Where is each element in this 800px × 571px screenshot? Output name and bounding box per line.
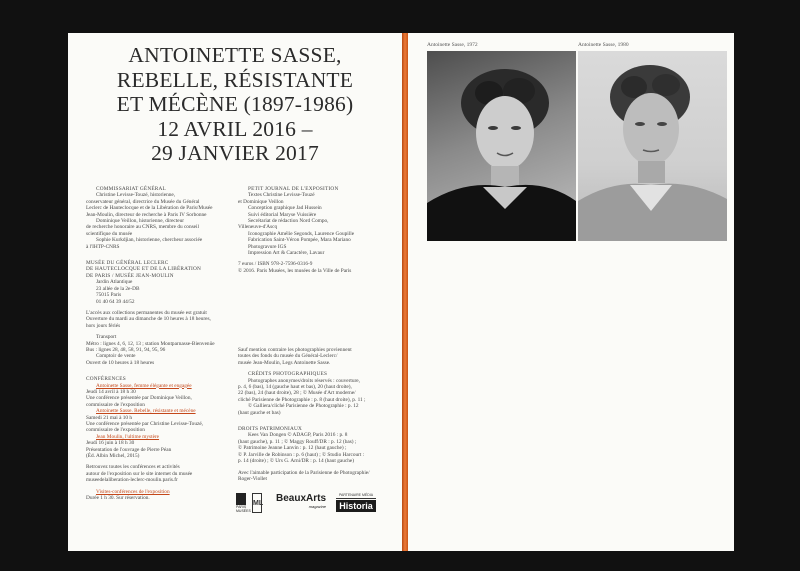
conference-title: Jean Moulin, l'ultime mystère (96, 433, 160, 440)
bus-line: Bus : lignes 28, 48, 58, 91, 94, 95, 96 (86, 346, 166, 353)
paris-musees-logo: PARIS MUSÉES (236, 493, 246, 513)
portrait-photo-1980 (578, 51, 727, 241)
metro-line: Métro : lignes 4, 6, 12, 13 ; station Montparnasse-Bienvenüe (86, 340, 215, 347)
title-line: ET MÉCÈNE (1897-1986) (116, 92, 354, 116)
info-column-right: PETIT JOURNAL DE L'EXPOSITION Textes Christine Levisse-Touzé et Dominique Veillon Conception graphique Jad Hussein Suivi éditorial Maryse Vuissière Secrétariat de rédaction Nord Compo, Villeneuve-d'Ascq Iconographie Amélie Segonds, Laurence Goupille Fabrication Saint-Véron Pompée, Mara Mariano Photogravure IGS Impression Art & Caractère, Lavaur 7 euros / ISBN 978-2-7596-0316-9 © 2016. Paris Musées, les musées de la Ville de Paris (238, 181, 388, 274)
title-line: ANTOINETTE SASSE, (128, 43, 342, 67)
conferences-footer: Retrouvez toutes les conférences et activités autour de l'exposition sur le site internet du musée museedelaliberation-leclerc-moulin.paris.fr (86, 464, 193, 484)
commissariat-text: Christine Levisse-Touzé, historienne, conservateur général, directrice du Musée du Général Leclerc de Hauteclocque et de la Libération de Paris/Musée Jean-Moulin, directeur de recherche à Paris IV Sorbonne Dominique Veillon, historienne, directeur de recherche honoraire au CNRS, membre du conseil scientifique du musée Sophie Kurkdjian, historienne, chercheur associée à l'IHTP-CNRS (86, 192, 213, 250)
right-page (408, 33, 734, 551)
shop-hours: Ouvert de 10 heures à 18 heures (86, 359, 155, 366)
title-line: REBELLE, RÉSISTANTE (116, 67, 354, 92)
commissariat-heading: COMMISSARIAT GÉNÉRAL (96, 186, 166, 192)
credits-column: Sauf mention contraire les photographies proviennent toutes des fonds du musée du Général-Leclerc/ musée Jean-Moulin, Legs Antoinette Sasse. CRÉDITS PHOTOGRAPHIQUES Photographes anonymes/droits réservés : couverture, p. 4, 6 (bas), 14 (gauche haut et bas), 20 (haut droite), 22 (bas), 24 (haut droite), 28 ; © Musée d'Art moderne/ cliché Parisienne de Photographie : p. 8 (haut droite), p. 11 ; © Galliera/cliché Parisienne de Photographie : p. 12 (haut gauche et bas) DROITS PATRIMONIAUX Kees Van Dongen © ADAGP, Paris 2016 : p. 8 (haut gauche), p. 11 ; © Maggy Rouff/DR : p. 12 (bas) ; © Patrimoine Jeanne Lanvin : p. 12 (haut gauche) ; © P. Jarville de Robinson : p. 6 (haut) ; © Studio Harcourt : p. 14 (droite) ; © Urs G. Arni/DR : p. 14 (haut gauche) Avec l'aimable participation de la Parisienne de Photographie/ Roger-Viollet (238, 347, 388, 482)
magazine-spread (68, 33, 734, 551)
conference-date: Jeudi 14 avril à 18 h 30 (86, 388, 136, 395)
portrait-photo-1972 (427, 51, 576, 241)
title-line: 29 JANVIER 2017 (151, 141, 319, 165)
journal-copyright: © 2016. Paris Musées, les musées de la Ville de Paris (238, 267, 352, 274)
museum-access: L'accès aux collections permanentes du musée est gratuit Ouverture du mardi au dimanche de 10 heures à 18 heures, hors jours fériés (86, 309, 211, 329)
photo-caption: Antoinette Sasse, 1980 (578, 42, 629, 48)
journal-price: 7 euros / ISBN 978-2-7596-0316-9 (238, 261, 313, 268)
photo-caption: Antoinette Sasse, 1972 (427, 42, 478, 48)
transport-label: Transport (96, 334, 117, 341)
visits-info: Durée 1 h 30. Sur réservation. (86, 495, 150, 502)
conference-title: Antoinette Sasse. Rebelle, résistante et mécène (96, 408, 196, 415)
visits-title: Visites-conférences de l'exposition (96, 488, 170, 495)
left-page (68, 33, 402, 551)
conference-date: Jeudi 16 juin à 18 h 30 (86, 440, 135, 447)
exhibition-title (74, 43, 396, 166)
museum-name: MUSÉE DU GÉNÉRAL LECLERC DE HAUTECLOCQUE ET DE LA LIBÉRATION DE PARIS / MUSÉE JEAN-MOULIN (86, 260, 202, 279)
info-column-left: COMMISSARIAT GÉNÉRAL Christine Levisse-Touzé, historienne, conservateur général, directrice du Musée du Général Leclerc de Hauteclocque et de la Libération de Paris/Musée Jean-Moulin, directeur de recherche à Paris IV Sorbonne Dominique Veillon, historienne, directeur de recherche honoraire au CNRS, membre du conseil scientifique du musée Sophie Kurkdjian, historienne, chercheur associée à l'IHTP-CNRS MUSÉE DU GÉNÉRAL LECLERC DE HAUTECLOCQUE ET DE LA LIBÉRATION DE PARIS / MUSÉE JEAN-MOULIN Jardin Atlantique 23 allée de la 2e-DB 75015 Paris 01 40 64 39 44/52 L'accès aux collections permanentes du musée est gratuit Ouverture du mardi au dimanche de 10 heures à 18 heures, hors jours fériés Transport Métro : lignes 4, 6, 12, 13 ; station Montparnasse-Bienvenüe Bus : lignes 28, 48, 58, 91, 94, 95, 96 Comptoir de vente Ouvert de 10 heures à 18 heures CONFÉRENCES Antoinette Sasse, femme élégante et engagée Jeudi 14 avril à 18 h 30 Une conférence présentée par Dominique Veillon, commissaire de l'exposition Antoinette Sasse. Rebelle, résistante et mécène Samedi 21 mai à 10 h Une conférence présentée par Christine Levisse-Touzé, commissaire de l'exposition Jean Moulin, l'ultime mystère Jeudi 16 juin à 18 h 30 Présentation de l'ouvrage de Pierre Péan (Éd. Albin Michel, 2015) Retrouvez toutes les conférences et activités autour de l'exposition sur le site internet du musée museedelaliberation-leclerc-moulin.paris.fr Visites-conférences de l'exposition Durée 1 h 30. Sur réservation. (86, 181, 231, 501)
conference-title: Antoinette Sasse, femme élégante et engagée (96, 382, 192, 389)
musee-liberation-logo: ML (252, 493, 262, 513)
partner-logos (236, 493, 396, 515)
credits-heading: CRÉDITS PHOTOGRAPHIQUES (248, 371, 328, 378)
conference-date: Samedi 21 mai à 10 h (86, 414, 133, 421)
title-line: 12 AVRIL 2016 – (157, 116, 313, 141)
journal-heading: PETIT JOURNAL DE L'EXPOSITION (248, 186, 339, 192)
historia-logo: PARTENAIRE MÉDIA Historia (336, 493, 376, 512)
museum-address: Jardin Atlantique 23 allée de la 2e-DB 75015 Paris 01 40 64 39 44/52 (96, 279, 140, 305)
beauxarts-logo: BeauxArts magazine (276, 493, 327, 509)
patrimoniaux-heading: DROITS PATRIMONIAUX (238, 426, 303, 433)
shop-label: Comptoir de vente (96, 353, 136, 360)
conferences-heading: CONFÉRENCES (86, 376, 126, 383)
